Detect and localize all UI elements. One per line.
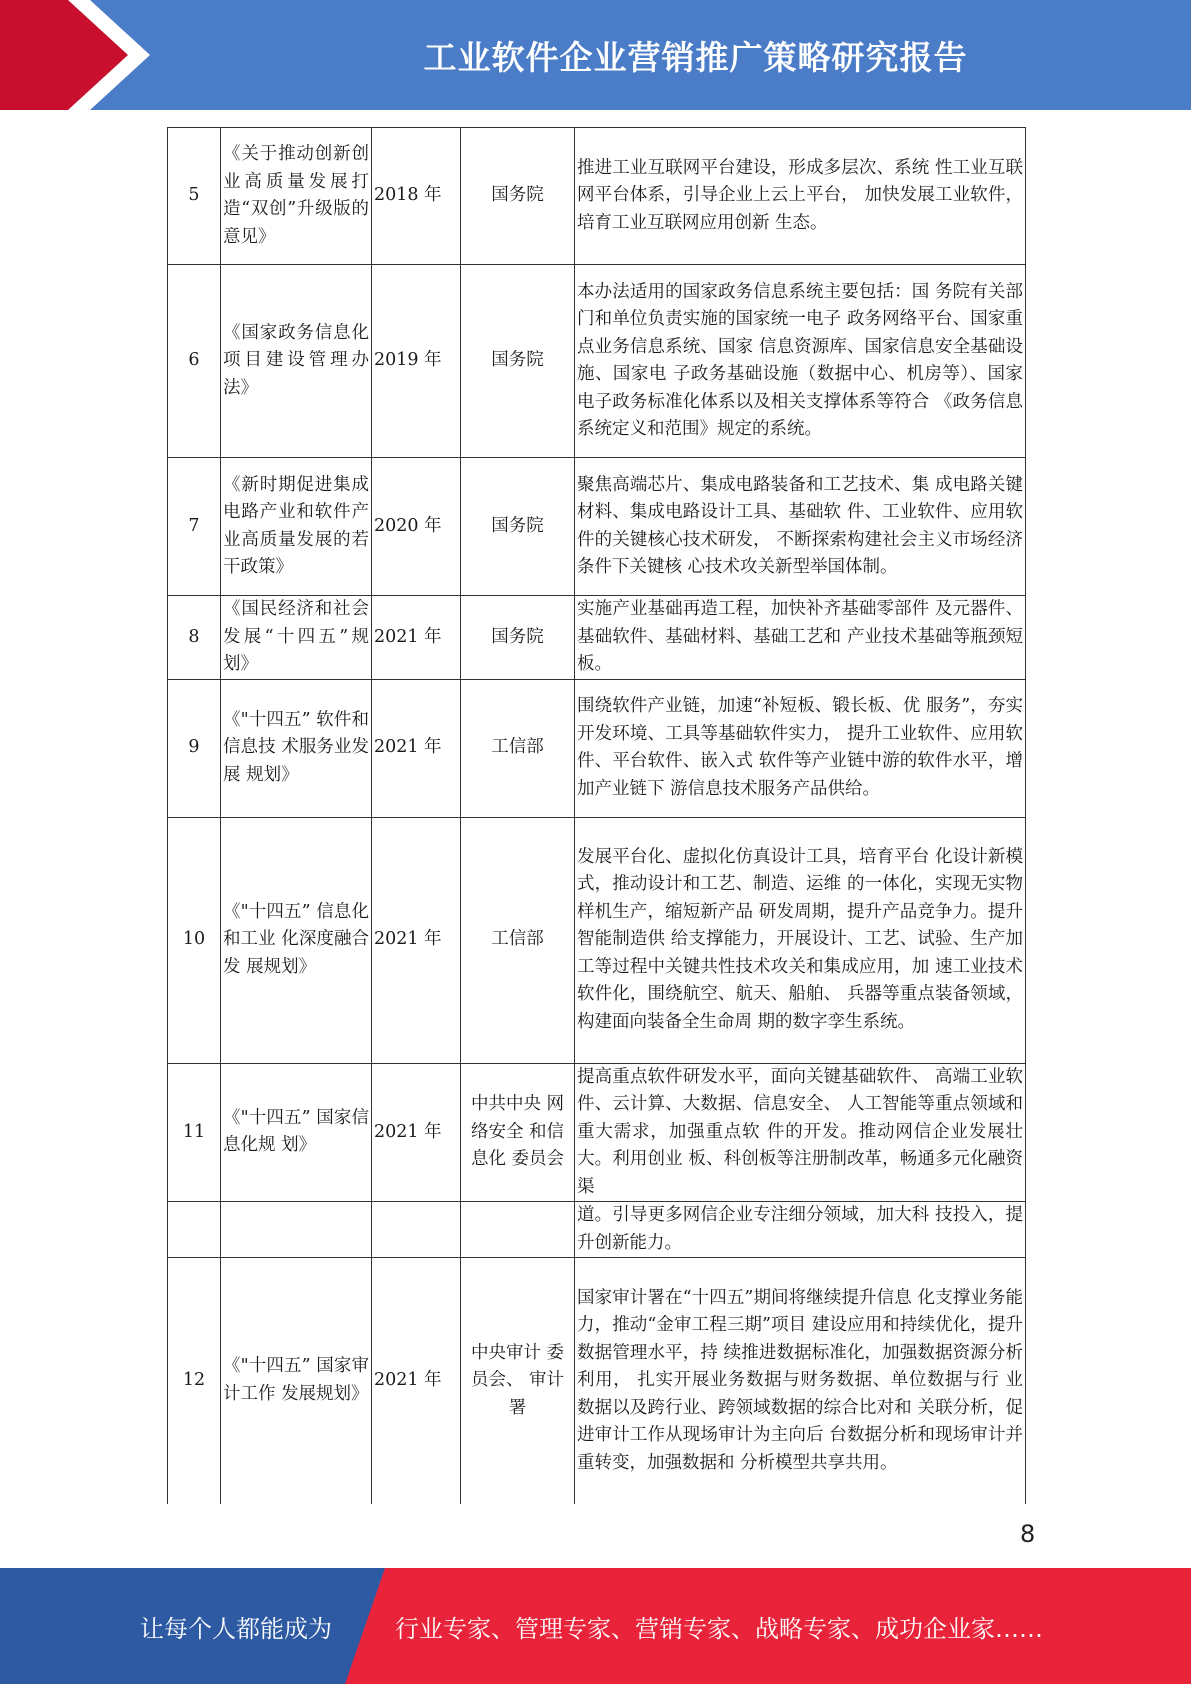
table-row	[168, 679, 1026, 817]
issuing-department: 中共中央 网络安全 和信息化 委员会	[461, 1063, 575, 1202]
row-number: 8	[168, 596, 221, 680]
issuing-department: 国务院	[461, 265, 575, 458]
table-row	[168, 128, 1026, 265]
issuing-department: 国务院	[461, 458, 575, 596]
row-number: 6	[168, 265, 221, 458]
table-row	[168, 1258, 1026, 1504]
row-number: 9	[168, 679, 221, 817]
policy-year: 2019 年	[372, 265, 461, 458]
row-number	[168, 1202, 221, 1258]
policy-content: 推进工业互联网平台建设，形成多层次、系统 性工业互联网平台体系，引导企业上云上平台， 加快发展工业软件，培育工业互联网应用创新 生态。	[575, 128, 1026, 265]
policy-content: 道。引导更多网信企业专注细分领域，加大科 技投入，提升创新能力。	[575, 1202, 1026, 1258]
policy-content: 围绕软件产业链，加速“补短板、锻长板、优 服务”，夯实开发环境、工具等基础软件实力， 提升工业软件、应用软件、平台软件、嵌入式 软件等产业链中游的软件水平，增加产业链下 游信息技术服务产品供给。	[575, 679, 1026, 817]
policy-name: 《新时期促进集成电路产业和软件产业高质量发展的若干政策》	[221, 458, 372, 596]
issuing-department: 工信部	[461, 679, 575, 817]
policy-year: 2021 年	[372, 1258, 461, 1504]
policy-content: 提高重点软件研发水平，面向关键基础软件、 高端工业软件、云计算、大数据、信息安全、 人工智能等重点领域和重大需求，加强重点软 件的开发。推动网信企业发展壮大。利用创业 板、科创板等注册制改革，畅通多元化融资渠	[575, 1063, 1026, 1202]
policy-content: 发展平台化、虚拟化仿真设计工具，培育平台 化设计新模式，推动设计和工艺、制造、运维 的一体化，实现无实物样机生产，缩短新产品 研发周期，提升产品竞争力。提升智能制造供 给支撑能力，开展设计、工艺、试验、生产加 工等过程中关键共性技术攻关和集成应用，加 速工业技术软件化，围绕航空、航天、船舶、 兵器等重点装备领域，构建面向装备全生命周 期的数字孪生系统。	[575, 817, 1026, 1063]
policy-year	[372, 1202, 461, 1258]
policy-name: 《国民经济和社会发展“十四五”规划》	[221, 596, 372, 680]
issuing-department: 中央审计 委员会、 审计署	[461, 1258, 575, 1504]
report-title: 工业软件企业营销推广策略研究报告	[423, 37, 968, 77]
table-row	[168, 458, 1026, 596]
row-number: 11	[168, 1063, 221, 1202]
row-number: 12	[168, 1258, 221, 1504]
header-chevron-decoration	[0, 0, 150, 110]
policy-year: 2018 年	[372, 128, 461, 265]
table-row	[168, 1202, 1026, 1258]
issuing-department: 工信部	[461, 817, 575, 1063]
row-number: 5	[168, 128, 221, 265]
page-footer	[0, 1568, 1191, 1684]
policy-name: 《"十四五” 国家审计工作 发展规划》	[221, 1258, 372, 1504]
policy-name: 《关于推动创新创业高质量发展打造“双创”升级版的 意见》	[221, 128, 372, 265]
policy-name: 《"十四五” 软件和信息技 术服务业发展 规划》	[221, 679, 372, 817]
page-number: 8	[1020, 1520, 1036, 1548]
table-row	[168, 1063, 1026, 1202]
policy-content: 实施产业基础再造工程，加快补齐基础零部件 及元器件、基础软件、基础材料、基础工艺和 产业技术基础等瓶颈短板。	[575, 596, 1026, 680]
policy-content: 国家审计署在“十四五”期间将继续提升信息 化支撑业务能力，推动“金审工程三期”项目 建设应用和持续优化，提升数据管理水平，持 续推进数据标准化，加强数据资源分析利用， 扎实开展业务数据与财务数据、单位数据与行 业数据以及跨行业、跨领域数据的综合比对和 关联分析，促进审计工作从现场审计为主向后 台数据分析和现场审计并重转变，加强数据和 分析模型共享共用。	[575, 1258, 1026, 1504]
policy-name: 《"十四五” 国家信息化规 划》	[221, 1063, 372, 1202]
table-row	[168, 817, 1026, 1063]
policy-name: 《国家政务信息化项目建设管理办法》	[221, 265, 372, 458]
policy-content: 本办法适用的国家政务信息系统主要包括：国 务院有关部门和单位负责实施的国家统一电子 政务网络平台、国家重点业务信息系统、国家 信息资源库、国家信息安全基础设施、国家电 子政务基础设施（数据中心、机房等）、国家 电子政务标准化体系以及相关支撑体系等符合 《政务信息系统定义和范围》规定的系统。	[575, 265, 1026, 458]
policy-year: 2021 年	[372, 1063, 461, 1202]
policy-table	[167, 127, 1026, 1504]
footer-slogan-left: 让每个人都能成为	[140, 1614, 332, 1643]
row-number: 10	[168, 817, 221, 1063]
policy-table-container	[167, 127, 1025, 1504]
issuing-department: 国务院	[461, 128, 575, 265]
policy-year: 2021 年	[372, 817, 461, 1063]
policy-content: 聚焦高端芯片、集成电路装备和工艺技术、集 成电路关键材料、集成电路设计工具、基础软 件、工业软件、应用软件的关键核心技术研发， 不断探索构建社会主义市场经济条件下关键核 心技术攻关新型举国体制。	[575, 458, 1026, 596]
row-number: 7	[168, 458, 221, 596]
policy-year: 2021 年	[372, 679, 461, 817]
issuing-department	[461, 1202, 575, 1258]
table-row	[168, 596, 1026, 680]
footer-slogan-right: 行业专家、管理专家、营销专家、战略专家、成功企业家……	[395, 1614, 1043, 1643]
policy-year: 2020 年	[372, 458, 461, 596]
policy-name	[221, 1202, 372, 1258]
policy-name: 《"十四五” 信息化和工业 化深度融合发 展规划》	[221, 817, 372, 1063]
page-header	[0, 0, 1191, 110]
table-row	[168, 265, 1026, 458]
issuing-department: 国务院	[461, 596, 575, 680]
policy-year: 2021 年	[372, 596, 461, 680]
